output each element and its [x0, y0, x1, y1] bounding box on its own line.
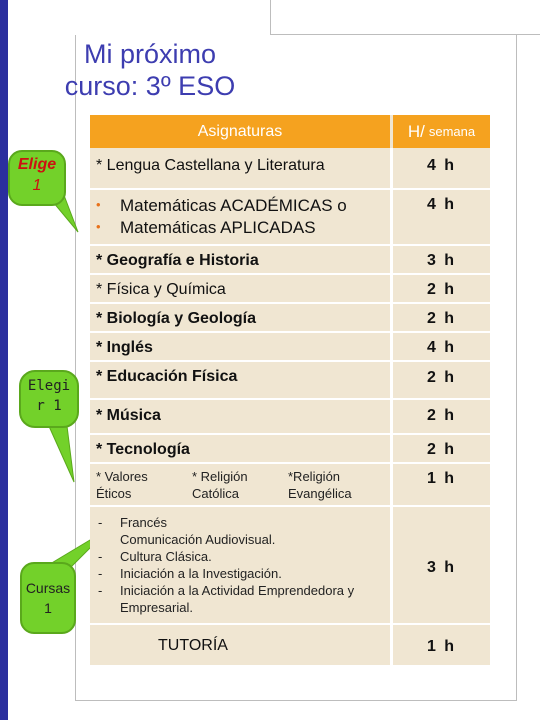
math-bullet-1: •	[96, 197, 101, 212]
row-separator	[90, 462, 490, 464]
subject-tecnologia: * Tecnología	[96, 441, 190, 458]
hours-tecnologia: 2 h	[426, 441, 457, 458]
row-separator	[90, 244, 490, 246]
hours-geografia: 3 h	[426, 252, 457, 269]
callout-elegir-number: r 1	[36, 398, 62, 414]
title-line-2: curso: 3º ESO	[64, 71, 236, 101]
subject-biologia: * Biología y Geología	[96, 310, 257, 327]
subjects-table	[90, 115, 490, 665]
subject-educacion-fisica: * Educación Física	[96, 368, 238, 385]
row-separator	[90, 302, 490, 304]
optativa-dash: -	[98, 515, 103, 530]
subject-ingles: * Inglés	[96, 339, 153, 356]
header-hours-semana: semana	[428, 124, 476, 139]
subject-religion-evangelica: *Religión Evangélica	[288, 469, 352, 501]
optativa-item: Comunicación Audiovisual.	[120, 532, 276, 547]
header-hours	[393, 115, 490, 148]
hours-math: 4 h	[426, 196, 457, 213]
callout-cursas-number: 1	[44, 600, 52, 616]
hours-ingles: 4 h	[426, 339, 457, 356]
optativa-item: Iniciación a la Investigación.	[120, 566, 282, 581]
hours-tutoria: 1 h	[426, 638, 457, 655]
subject-musica: * Música	[96, 407, 161, 424]
optativa-dash: -	[98, 566, 103, 581]
hours-optativas: 3 h	[426, 559, 457, 576]
math-bullet-2: •	[96, 219, 101, 234]
optativa-dash: -	[98, 583, 103, 598]
subject-religion-catolica: * Religión Católica	[192, 469, 248, 501]
callout-cursas-1	[20, 562, 76, 634]
title-line-1: Mi próximo	[83, 39, 217, 69]
optativa-dash: -	[98, 549, 103, 564]
header-subjects	[90, 115, 390, 148]
callout-elegir-text: Elegi	[27, 378, 71, 394]
row-separator	[90, 623, 490, 625]
hours-musica: 2 h	[426, 407, 457, 424]
hours-fisica: 2 h	[426, 281, 457, 298]
optativa-item: Iniciación a la Actividad Emprendedora y Empresarial.	[120, 583, 355, 615]
row-separator	[90, 188, 490, 190]
optativa-item: Francés	[120, 515, 167, 530]
callout-elige-1	[8, 150, 66, 206]
row-separator	[90, 433, 490, 435]
subject-fisica: * Física y Química	[96, 281, 226, 298]
subject-math-aplicadas: Matemáticas APLICADAS	[120, 218, 316, 237]
subject-math-academicas: Matemáticas ACADÉMICAS o	[120, 196, 347, 215]
callout-cursas-text: Cursas	[25, 580, 71, 596]
row-separator	[90, 505, 490, 507]
header-hours-h: H/	[407, 121, 425, 141]
subject-tutoria: TUTORÍA	[158, 637, 228, 654]
row-separator	[90, 398, 490, 400]
callout-elige-text: Elige	[17, 156, 57, 173]
row-separator	[90, 273, 490, 275]
hours-educacion-fisica: 2 h	[426, 369, 457, 386]
callout-elegir-1	[19, 370, 79, 428]
header-subjects-label: Asignaturas	[197, 122, 283, 140]
hours-religion: 1 h	[426, 470, 457, 487]
subject-lengua: * Lengua Castellana y Literatura	[96, 157, 325, 174]
optativa-item: Cultura Clásica.	[120, 549, 212, 564]
callout-elige-number: 1	[32, 177, 42, 194]
row-separator	[90, 360, 490, 362]
hours-lengua: 4 h	[426, 157, 457, 174]
subject-valores-eticos: * Valores Éticos	[96, 469, 148, 501]
subject-geografia: * Geografía e Historia	[96, 252, 259, 269]
row-separator	[90, 331, 490, 333]
hours-biologia: 2 h	[426, 310, 457, 327]
